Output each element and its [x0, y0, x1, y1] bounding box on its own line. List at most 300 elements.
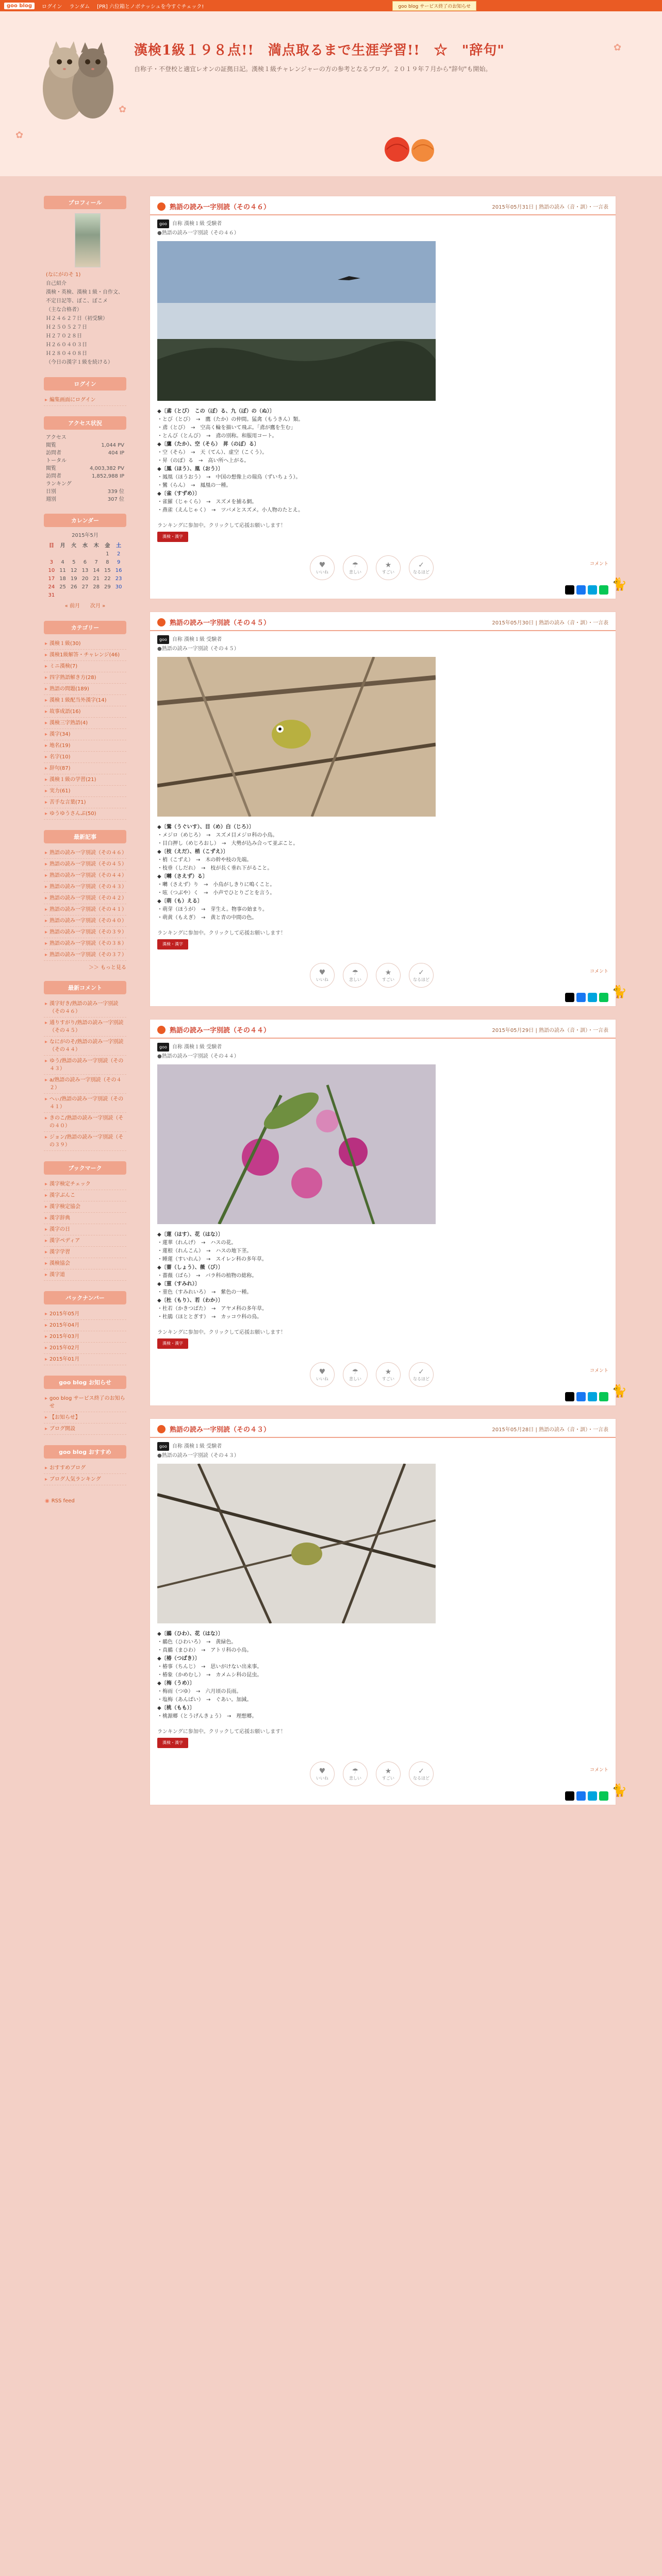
- main-content: [150, 196, 627, 1818]
- calendar-day[interactable]: 3: [49, 560, 54, 565]
- blog-post: [150, 196, 627, 599]
- post-body-line: ・枝垂（しだれ） → 枝が長く垂れ下がること。: [157, 866, 273, 871]
- bullet-icon: ▸: [45, 1272, 48, 1278]
- bullet-icon: ▸: [45, 397, 48, 403]
- facebook-share-icon[interactable]: [576, 585, 586, 595]
- reaction-button[interactable]: [409, 1362, 434, 1387]
- calendar-day[interactable]: 5: [72, 560, 76, 565]
- access-label: 日別: [46, 489, 56, 495]
- calendar-day[interactable]: 10: [48, 568, 55, 573]
- calendar-day[interactable]: 26: [70, 584, 77, 590]
- bookmark-item[interactable]: [44, 1190, 126, 1201]
- post-body-line: ・椿象（かめむし） → カメムシ科の昆虫。: [157, 1672, 262, 1678]
- post-body-line: ◆〔囀（さえず）る〕: [157, 874, 208, 879]
- backnumber-widget: [44, 1291, 126, 1365]
- post-title[interactable]: 熟語の読み一字別読（その４６）: [170, 204, 271, 211]
- category-item-label: 地名(19): [49, 743, 71, 749]
- recent-entry-item[interactable]: [44, 882, 126, 893]
- category-item[interactable]: [44, 684, 126, 695]
- calendar-day: [57, 550, 69, 558]
- recent-entry-item[interactable]: [44, 904, 126, 916]
- goo-recommend-item[interactable]: [44, 1463, 126, 1474]
- bullet-icon: ▸: [45, 1058, 48, 1064]
- login-link[interactable]: [44, 395, 126, 406]
- calendar-day[interactable]: 23: [115, 576, 122, 582]
- facebook-share-icon[interactable]: [576, 993, 586, 1002]
- calendar-day: [79, 591, 91, 600]
- bullet-icon: ▸: [45, 1261, 48, 1266]
- post-body-line: ◆〔萌（も）える〕: [157, 899, 203, 904]
- post-photo[interactable]: [157, 657, 436, 817]
- login-widget: [44, 377, 126, 406]
- bookmark-item[interactable]: [44, 1269, 126, 1281]
- cat-decoration-icon: 🐈: [611, 1783, 627, 1798]
- bullet-icon: ▸: [45, 754, 48, 760]
- reaction-button[interactable]: [310, 963, 335, 988]
- post-photo[interactable]: [157, 241, 436, 401]
- post-body-line: ・真鶸（まひわ） → アトリ科の小鳥。: [157, 1648, 252, 1653]
- post-body-line: ・とび（とび） → 鷹（たか）の仲間。猛禽（もうきん）類。: [157, 417, 304, 422]
- post-body-line: ・メジロ（めじろ） → スズメ目メジロ科の小鳥。: [157, 833, 278, 838]
- calendar-day[interactable]: 2: [117, 551, 121, 557]
- profile-line: Ｈ２６０４０３日: [46, 342, 87, 348]
- calendar-weekday: 月: [60, 543, 65, 549]
- reaction-icon: ☂: [352, 1767, 359, 1775]
- reaction-label: すごい: [382, 569, 394, 574]
- calendar-day[interactable]: 13: [81, 568, 89, 573]
- post-body-line: ・菫色（すみれいろ） → 紫色の一種。: [157, 1290, 252, 1295]
- bullet-icon: ▸: [45, 1357, 48, 1362]
- ranking-button[interactable]: 漢検・漢字: [157, 1738, 188, 1748]
- backnumber-item[interactable]: [44, 1343, 126, 1354]
- goo-news-widget: [44, 1376, 126, 1435]
- category-item-label: 熟語の問題(189): [49, 686, 89, 692]
- post-body-line: ◆〔鷹（たか）、空（そら） 昇（のぼ）る〕: [157, 442, 259, 447]
- post-subtitle: ●熟語の読み一字別読（その４３）: [157, 1453, 239, 1459]
- hatena-share-icon[interactable]: [588, 1392, 597, 1401]
- category-item[interactable]: [44, 729, 126, 740]
- blog-post: [150, 1418, 627, 1805]
- profile-line: （主な合格者）: [46, 307, 82, 313]
- goo-news-item[interactable]: [44, 1412, 126, 1423]
- reaction-label: すごい: [382, 1376, 394, 1381]
- post-photo[interactable]: [157, 1464, 436, 1623]
- ranking-row: [157, 1338, 608, 1349]
- category-item[interactable]: [44, 706, 126, 718]
- post-footer: [150, 515, 616, 586]
- comment-link[interactable]: コメント: [589, 1368, 608, 1374]
- pr-link[interactable]: [PR] 六位箱とノボナッシュを今すぐチェック!: [97, 4, 204, 10]
- category-list: [44, 638, 126, 820]
- bullet-icon: ▸: [45, 1396, 48, 1401]
- recent-comment-item[interactable]: [44, 1018, 126, 1037]
- bookmark-item[interactable]: [44, 1247, 126, 1258]
- reaction-label: いいね: [316, 977, 328, 982]
- post-body-line: ・萌芽（ほうが） → 芽生え。物事の始まり。: [157, 907, 268, 912]
- calendar-day[interactable]: 6: [83, 560, 87, 565]
- category-item[interactable]: [44, 718, 126, 729]
- reaction-button[interactable]: [376, 555, 401, 580]
- calendar-day[interactable]: 1: [106, 551, 109, 557]
- recent-entry-item[interactable]: [44, 848, 126, 859]
- post-title[interactable]: 熟語の読み一字別読（その４３）: [170, 1426, 271, 1434]
- access-value: 404 IP: [108, 450, 124, 456]
- calendar-day: [68, 550, 79, 558]
- calendar-day[interactable]: 12: [70, 568, 77, 573]
- more-link[interactable]: ＞＞ もっと見る: [88, 965, 126, 971]
- calendar-day[interactable]: 15: [104, 568, 111, 573]
- backnumber-item-label: 2015年04月: [49, 1323, 80, 1328]
- hatena-share-icon[interactable]: [588, 993, 597, 1002]
- post-body-line: ・塩梅（あんばい） → ぐあい。加減。: [157, 1697, 252, 1703]
- comment-link[interactable]: コメント: [589, 969, 608, 974]
- calendar-day[interactable]: 19: [70, 576, 77, 582]
- ranking-button[interactable]: 漢検・漢字: [157, 1338, 188, 1349]
- author-badge: goo: [157, 219, 169, 228]
- backnumber-item[interactable]: [44, 1331, 126, 1343]
- reaction-button[interactable]: [310, 555, 335, 580]
- bullet-icon: ▸: [45, 698, 48, 703]
- backnumber-item[interactable]: [44, 1309, 126, 1320]
- category-item-label: 漢検１級の学習(21): [49, 777, 96, 783]
- share-buttons: [565, 585, 608, 595]
- post-body: [150, 408, 616, 515]
- category-item-label: 漢検１級配当外漢字(14): [49, 698, 107, 703]
- access-label: 閲覧: [46, 466, 56, 471]
- calendar-day: [91, 591, 102, 600]
- recent-comment-item[interactable]: [44, 1094, 126, 1113]
- reaction-button[interactable]: [409, 963, 434, 988]
- reaction-label: なるほど: [413, 569, 429, 574]
- hatena-share-icon[interactable]: [588, 1791, 597, 1801]
- reaction-button[interactable]: [343, 963, 368, 988]
- reaction-label: なるほど: [413, 1376, 429, 1381]
- paw-print-icon: ✿: [15, 130, 24, 141]
- recent-comment-item-label: 通りすがり/熟語の読み一字別読（その４５）: [49, 1020, 124, 1033]
- category-item[interactable]: [44, 638, 126, 650]
- reaction-button[interactable]: [376, 1362, 401, 1387]
- reaction-icon: ★: [385, 968, 392, 977]
- calendar-day[interactable]: 27: [81, 584, 89, 590]
- reaction-label: すごい: [382, 977, 394, 982]
- line-share-icon[interactable]: [599, 1392, 608, 1401]
- rss-icon: ◉: [45, 1498, 49, 1504]
- comment-link[interactable]: コメント: [589, 562, 608, 567]
- goo-news-item[interactable]: [44, 1423, 126, 1435]
- recent-comment-item[interactable]: [44, 998, 126, 1018]
- access-row: [46, 496, 124, 503]
- category-item[interactable]: [44, 763, 126, 774]
- calendar-day[interactable]: 9: [117, 560, 121, 565]
- reaction-button[interactable]: [343, 1761, 368, 1786]
- bullet-icon: ▸: [45, 652, 48, 658]
- post-body-line: ・睡蓮（すいれん） → スイレン科の多年草。: [157, 1257, 267, 1262]
- calendar-day[interactable]: 4: [61, 560, 64, 565]
- reaction-button[interactable]: [310, 1761, 335, 1786]
- category-item[interactable]: [44, 740, 126, 752]
- access-value: 4,003,382 PV: [90, 466, 124, 471]
- login-link[interactable]: ログイン: [42, 4, 62, 10]
- goo-news-item[interactable]: [44, 1393, 126, 1412]
- access-label: 訪問者: [46, 473, 61, 479]
- line-share-icon[interactable]: [599, 993, 608, 1002]
- bookmark-item[interactable]: [44, 1179, 126, 1190]
- calendar-day[interactable]: 30: [115, 584, 122, 590]
- profile-line: Ｈ２７０２８日: [46, 333, 82, 339]
- calendar-day[interactable]: 22: [104, 576, 111, 582]
- post-title[interactable]: 熟語の読み一字別読（その４５）: [170, 619, 271, 627]
- recent-comment-item[interactable]: [44, 1037, 126, 1056]
- bullet-icon: ▸: [45, 895, 48, 901]
- reaction-icon: ✓: [418, 1767, 424, 1775]
- calendar-weekday: 水: [82, 543, 88, 549]
- random-link[interactable]: ランダム: [69, 4, 90, 10]
- reaction-button[interactable]: [409, 1761, 434, 1786]
- reaction-label: いいね: [316, 1376, 328, 1381]
- bullet-icon: ▸: [45, 861, 48, 867]
- bullet-icon: ▸: [45, 1096, 48, 1102]
- recent-comment-item-label: なにがのそ/熟語の読み一字別読（その４４）: [49, 1039, 124, 1053]
- author-badge: goo: [157, 635, 169, 644]
- calendar-day[interactable]: 8: [106, 560, 109, 565]
- calendar-day[interactable]: 20: [81, 576, 89, 582]
- reaction-button[interactable]: [376, 1761, 401, 1786]
- backnumber-heading: バックナンバー: [44, 1291, 126, 1304]
- bookmark-item[interactable]: [44, 1201, 126, 1213]
- x-share-icon[interactable]: [565, 1791, 574, 1801]
- recent-comment-item[interactable]: [44, 1075, 126, 1094]
- reaction-button[interactable]: [343, 1362, 368, 1387]
- profile-heading: プロフィール: [44, 196, 126, 209]
- reaction-label: 悲しい: [349, 569, 361, 574]
- author-tag[interactable]: 自称 漢検１級 受験者: [172, 637, 222, 642]
- author-tag[interactable]: 自称 漢検１級 受験者: [172, 221, 222, 227]
- post-body-line: ・昇（のぼ）る → 高い所へ上がる。: [157, 458, 250, 464]
- profile-name[interactable]: (なにがのそ 1): [46, 272, 81, 278]
- category-item-label: 四字熟語解き方(28): [49, 675, 96, 681]
- recent-entry-item[interactable]: [44, 938, 126, 950]
- facebook-share-icon[interactable]: [576, 1791, 586, 1801]
- line-share-icon[interactable]: [599, 1791, 608, 1801]
- rss-link[interactable]: [44, 1496, 126, 1506]
- post-body-line: ・とんび（とんび） → 鳶の別称。和服用コート。: [157, 433, 277, 439]
- profile-line: 漢検・英検、漢検１級・自作文、不定日記等、ぼこ、ぼこメ: [46, 290, 123, 304]
- bullet-icon: ▸: [45, 720, 48, 726]
- goo-news-heading: goo blog お知らせ: [44, 1376, 126, 1389]
- post-date[interactable]: 2015年05月28日 | 熟語の読み（音・訓）・一言表: [492, 1427, 608, 1433]
- calendar-grid: [46, 542, 124, 600]
- post-body-line: ・空（そら） → 天（てん）、虚空（こくう）。: [157, 450, 268, 455]
- goo-blog-logo[interactable]: goo blog: [4, 3, 35, 9]
- post-date[interactable]: 2015年05月29日 | 熟語の読み（音・訓）・一言表: [492, 1028, 608, 1033]
- blog-title[interactable]: 漢検1級１９８点!! 満点取るまで生涯学習!! ☆ "辞句": [134, 43, 505, 58]
- ranking-button[interactable]: 漢検・漢字: [157, 939, 188, 950]
- post-body-line: ◆〔梅（うめ）〕: [157, 1681, 195, 1686]
- bullet-icon: ▸: [45, 1020, 48, 1026]
- calendar-day[interactable]: 31: [48, 592, 55, 598]
- post-body-line: ◆〔菫（すみれ）〕: [157, 1281, 200, 1287]
- access-label: 訪問者: [46, 450, 61, 456]
- reaction-button[interactable]: [376, 963, 401, 988]
- access-label: 週別: [46, 497, 56, 502]
- category-item[interactable]: [44, 774, 126, 786]
- post-tags: [157, 219, 608, 228]
- post-body-line: ◆〔桃（もも）〕: [157, 1705, 195, 1711]
- recent-comments-heading: 最新コメント: [44, 981, 126, 994]
- bookmark-item[interactable]: [44, 1224, 126, 1235]
- post-body-line: ・目白押し（めじろおし） → 大勢が込み合って並ぶこと。: [157, 841, 299, 846]
- backnumber-item[interactable]: [44, 1354, 126, 1365]
- reaction-button[interactable]: [310, 1362, 335, 1387]
- calendar-day: [68, 591, 79, 600]
- calendar-day[interactable]: 14: [93, 568, 100, 573]
- ranking-row: [157, 532, 608, 542]
- paw-print-icon: ✿: [119, 104, 127, 115]
- recent-entry-item[interactable]: [44, 859, 126, 870]
- reaction-button[interactable]: [409, 555, 434, 580]
- bullet-icon: ▸: [45, 884, 48, 890]
- recent-entry-item[interactable]: [44, 870, 126, 882]
- access-value: 307 位: [107, 497, 124, 502]
- post-body-line: ・呟（つぶや）く → 小声でひとりごとを言う。: [157, 890, 275, 896]
- post-subtitle: ●熟語の読み一字別読（その４６）: [157, 230, 239, 236]
- recent-comment-item-label: ジョン/熟語の読み一字別読（その３９）: [49, 1134, 124, 1148]
- author-tag[interactable]: 自称 漢検１級 受験者: [172, 1444, 222, 1449]
- calendar-day[interactable]: 18: [59, 576, 66, 582]
- ranking-button[interactable]: 漢検・漢字: [157, 532, 188, 542]
- rss-label: RSS feed: [51, 1498, 75, 1504]
- profile-line: （今日の漢字１級を続ける）: [46, 360, 113, 365]
- category-item-label: ミニ漢検(7): [49, 664, 78, 669]
- profile-image[interactable]: [75, 213, 101, 267]
- access-label: アクセス: [46, 435, 67, 440]
- category-item[interactable]: [44, 797, 126, 808]
- recent-entry-item[interactable]: [44, 893, 126, 904]
- share-buttons: [565, 1392, 608, 1401]
- bookmark-item[interactable]: [44, 1235, 126, 1247]
- calendar-nav[interactable]: « 前月 次月 »: [64, 603, 106, 609]
- blog-description: 自称子・不登校と適宜レオンの証拠日記。漢検１級チャレンジャーの方の参考となるブログ。２０１９年７月から"辞句"も開始。: [134, 65, 492, 73]
- bullet-icon: ▸: [45, 732, 48, 737]
- calendar-day[interactable]: 25: [59, 584, 66, 590]
- backnumber-item[interactable]: [44, 1320, 126, 1331]
- facebook-share-icon[interactable]: [576, 1392, 586, 1401]
- bullet-icon: ▸: [45, 918, 48, 924]
- calendar-day[interactable]: 7: [94, 560, 98, 565]
- calendar-day[interactable]: 24: [48, 584, 55, 590]
- goo-recommend-list: [44, 1463, 126, 1485]
- post-body-line: ・梢（こずえ） → 木の幹や枝の先端。: [157, 857, 252, 863]
- access-row: [46, 472, 124, 480]
- bookmarks-heading: ブックマーク: [44, 1161, 126, 1175]
- recent-comment-item-label: へぃ/熟語の読み一字別読（その４１）: [49, 1096, 124, 1110]
- post-tags: [157, 1043, 608, 1052]
- category-item[interactable]: [44, 752, 126, 763]
- post-date[interactable]: 2015年05月31日 | 熟語の読み（音・訓）・一言表: [492, 205, 608, 210]
- post-meta: [150, 215, 616, 237]
- calendar-day[interactable]: 11: [59, 568, 66, 573]
- profile-line: Ｈ２４６２７日（初受験）: [46, 316, 108, 321]
- calendar-day[interactable]: 17: [48, 576, 55, 582]
- author-tag[interactable]: 自称 漢検１級 受験者: [172, 1044, 222, 1050]
- post-body-line: ◆〔鳶（とび） この（ぼ）る、九（ぼ）の（ぬ）〕: [157, 409, 275, 414]
- recent-entry-item[interactable]: [44, 927, 126, 938]
- post-body-line: ・燕雀（えんじゃく） → ツバメとスズメ。小人物のたとえ。: [157, 507, 304, 513]
- post-date[interactable]: 2015年05月30日 | 熟語の読み（音・訓）・一言表: [492, 620, 608, 626]
- x-share-icon[interactable]: [565, 1392, 574, 1401]
- hatena-share-icon[interactable]: [588, 585, 597, 595]
- category-item[interactable]: [44, 650, 126, 661]
- post-body-line: ・杜若（かきつばた） → アヤメ科の多年草。: [157, 1306, 268, 1312]
- recent-comment-item[interactable]: [44, 1113, 126, 1132]
- recent-entry-item[interactable]: [44, 916, 126, 927]
- category-item[interactable]: [44, 672, 126, 684]
- recent-comment-item[interactable]: [44, 1132, 126, 1151]
- calendar-day[interactable]: 21: [93, 576, 100, 582]
- post-body: [150, 1630, 616, 1721]
- post-photo[interactable]: [157, 1064, 436, 1224]
- access-value: 339 位: [107, 489, 124, 495]
- post-body-line: ◆〔蓮（はす）、花（はな）〕: [157, 1232, 223, 1238]
- service-notice-link[interactable]: goo blog サービス終了のお知らせ: [392, 1, 476, 11]
- calendar-day[interactable]: 16: [115, 568, 122, 573]
- reaction-label: なるほど: [413, 977, 429, 982]
- category-item[interactable]: [44, 808, 126, 820]
- goo-news-item-label: goo blog サービス終了のお知らせ: [49, 1396, 125, 1409]
- goo-recommend-item[interactable]: [44, 1474, 126, 1485]
- reaction-icon: ☂: [352, 561, 359, 569]
- bullet-icon: ▸: [45, 1001, 48, 1007]
- post-title[interactable]: 熟語の読み一字別読（その４４）: [170, 1027, 271, 1035]
- bullet-icon: ▸: [45, 850, 48, 856]
- reaction-icon: ★: [385, 561, 392, 569]
- calendar-weekday: 火: [71, 543, 77, 549]
- bullet-icon: ▸: [45, 1465, 48, 1471]
- bookmarks-widget: [44, 1161, 126, 1281]
- comment-link[interactable]: コメント: [589, 1768, 608, 1773]
- calendar-weekday: 日: [48, 543, 54, 549]
- calendar-day: [91, 550, 102, 558]
- bookmark-item-label: 漢字辞典: [49, 1215, 71, 1221]
- bullet-icon: ▸: [45, 788, 48, 794]
- category-item[interactable]: [44, 786, 126, 797]
- post-body-line: ・鶸色（ひわいろ） → 黄緑色。: [157, 1639, 237, 1645]
- bookmark-item[interactable]: [44, 1258, 126, 1269]
- calendar-day[interactable]: 28: [93, 584, 100, 590]
- calendar-day: [102, 591, 113, 600]
- category-item[interactable]: [44, 695, 126, 706]
- post-meta: [150, 631, 616, 653]
- post-body-line: ・桃源郷（とうげんきょう） → 理想郷。: [157, 1714, 257, 1719]
- blog-header: [0, 11, 662, 176]
- x-share-icon[interactable]: [565, 585, 574, 595]
- line-share-icon[interactable]: [599, 585, 608, 595]
- backnumber-item-label: 2015年05月: [49, 1311, 80, 1317]
- x-share-icon[interactable]: [565, 993, 574, 1002]
- category-item[interactable]: [44, 661, 126, 672]
- recent-entry-item-label: 熟語の読み一字別読（その４５）: [49, 861, 127, 867]
- reaction-buttons: [310, 1362, 608, 1387]
- recent-entry-item-label: 熟語の読み一字別読（その３７）: [49, 952, 127, 958]
- sidebar: [44, 196, 126, 1506]
- bullet-icon: ▸: [45, 1134, 48, 1140]
- post-tags: [157, 1442, 608, 1451]
- recent-entry-item[interactable]: [44, 950, 126, 961]
- recent-comment-item[interactable]: [44, 1056, 126, 1075]
- reaction-button[interactable]: [343, 555, 368, 580]
- bookmark-item[interactable]: [44, 1213, 126, 1224]
- calendar-day[interactable]: 29: [104, 584, 111, 590]
